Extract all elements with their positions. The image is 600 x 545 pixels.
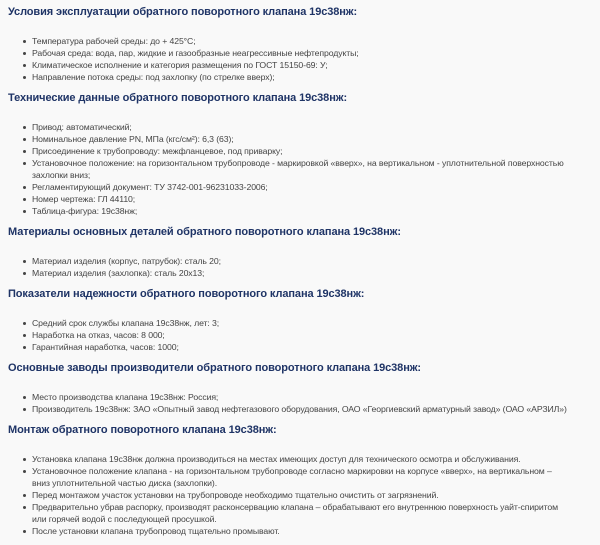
- bullet-list: [8, 35, 568, 83]
- list-item: Наработка на отказ, часов: 8 000;: [32, 329, 568, 341]
- list-item: Климатическое исполнение и категория размещения по ГОСТ 15150-69: У;: [32, 59, 568, 71]
- list-item: Регламентирующий документ: ТУ 3742-001-96231033-2006;: [32, 181, 568, 193]
- section-heading: Монтаж обратного поворотного клапана 19с38нж:: [8, 424, 277, 436]
- list-item: Номинальное давление PN, МПа (кгс/см²): 6,3 (63);: [32, 133, 568, 145]
- list-item: После установки клапана трубопровод тщательно промывают.: [32, 525, 568, 537]
- list-item: Место производства клапана 19с38нж: Россия;: [32, 391, 568, 403]
- section-materials: [8, 224, 568, 279]
- list-item: Таблица-фигура: 19с38нж;: [32, 205, 568, 217]
- list-item: Перед монтажом участок установки на трубопроводе необходимо тщательно очистить от загрязнений.: [32, 489, 568, 501]
- section-heading: Основные заводы производители обратного поворотного клапана 19с38нж:: [8, 362, 421, 374]
- list-item: Материал изделия (захлопка): сталь 20х13;: [32, 267, 568, 279]
- section-technical-data: [8, 90, 568, 217]
- bullet-list: [8, 453, 568, 537]
- list-item: Материал изделия (корпус, патрубок): сталь 20;: [32, 255, 568, 267]
- list-item: Номер чертежа: ГЛ 44110;: [32, 193, 568, 205]
- list-item: Установочное положение: на горизонтальном трубопроводе - маркировкой «вверх», на вертикальном - уплотнительной поверхностью захлопки вниз;: [32, 157, 568, 181]
- section-operating-conditions: [8, 4, 568, 83]
- list-item: Присоединение к трубопроводу: межфланцевое, под приварку;: [32, 145, 568, 157]
- section-heading: Показатели надежности обратного поворотного клапана 19с38нж:: [8, 288, 365, 300]
- list-item: Рабочая среда: вода, пар, жидкие и газообразные неагрессивные нефтепродукты;: [32, 47, 568, 59]
- section-reliability: [8, 286, 568, 353]
- bullet-list: [8, 391, 568, 415]
- bullet-list: [8, 121, 568, 217]
- list-item: Гарантийная наработка, часов: 1000;: [32, 341, 568, 353]
- section-heading: Технические данные обратного поворотного клапана 19с38нж:: [8, 92, 348, 104]
- list-item: Направление потока среды: под захлопку (по стрелке вверх);: [32, 71, 568, 83]
- section-heading: Условия эксплуатации обратного поворотного клапана 19с38нж:: [8, 6, 358, 18]
- list-item: Средний срок службы клапана 19с38нж, лет: 3;: [32, 317, 568, 329]
- bullet-list: [8, 317, 568, 353]
- list-item: Установочное положение клапана - на горизонтальном трубопроводе согласно маркировки на корпусе «вверх», на вертикальном – вниз уплотнительной частью диска (захлопки).: [32, 465, 568, 489]
- section-heading: Материалы основных деталей обратного поворотного клапана 19с38нж:: [8, 226, 401, 238]
- section-installation: [8, 422, 568, 537]
- list-item: Установка клапана 19с38нж должна производиться на местах имеющих доступ для технического осмотра и обслуживания.: [32, 453, 568, 465]
- section-manufacturers: [8, 360, 568, 415]
- list-item: Привод: автоматический;: [32, 121, 568, 133]
- bullet-list: [8, 255, 568, 279]
- list-item: Производитель 19с38нж: ЗАО «Опытный завод нефтегазового оборудования, ОАО «Георгиевский арматурный завод» (ОАО «АРЗИЛ»): [32, 404, 567, 414]
- list-item: Температура рабочей среды: до + 425°С;: [32, 35, 568, 47]
- list-item: Предварительно убрав распорку, производят расконсервацию клапана – обрабатывают его внутреннюю поверхность уайт-спиритом или горячей водой с последующей просушкой.: [32, 501, 568, 525]
